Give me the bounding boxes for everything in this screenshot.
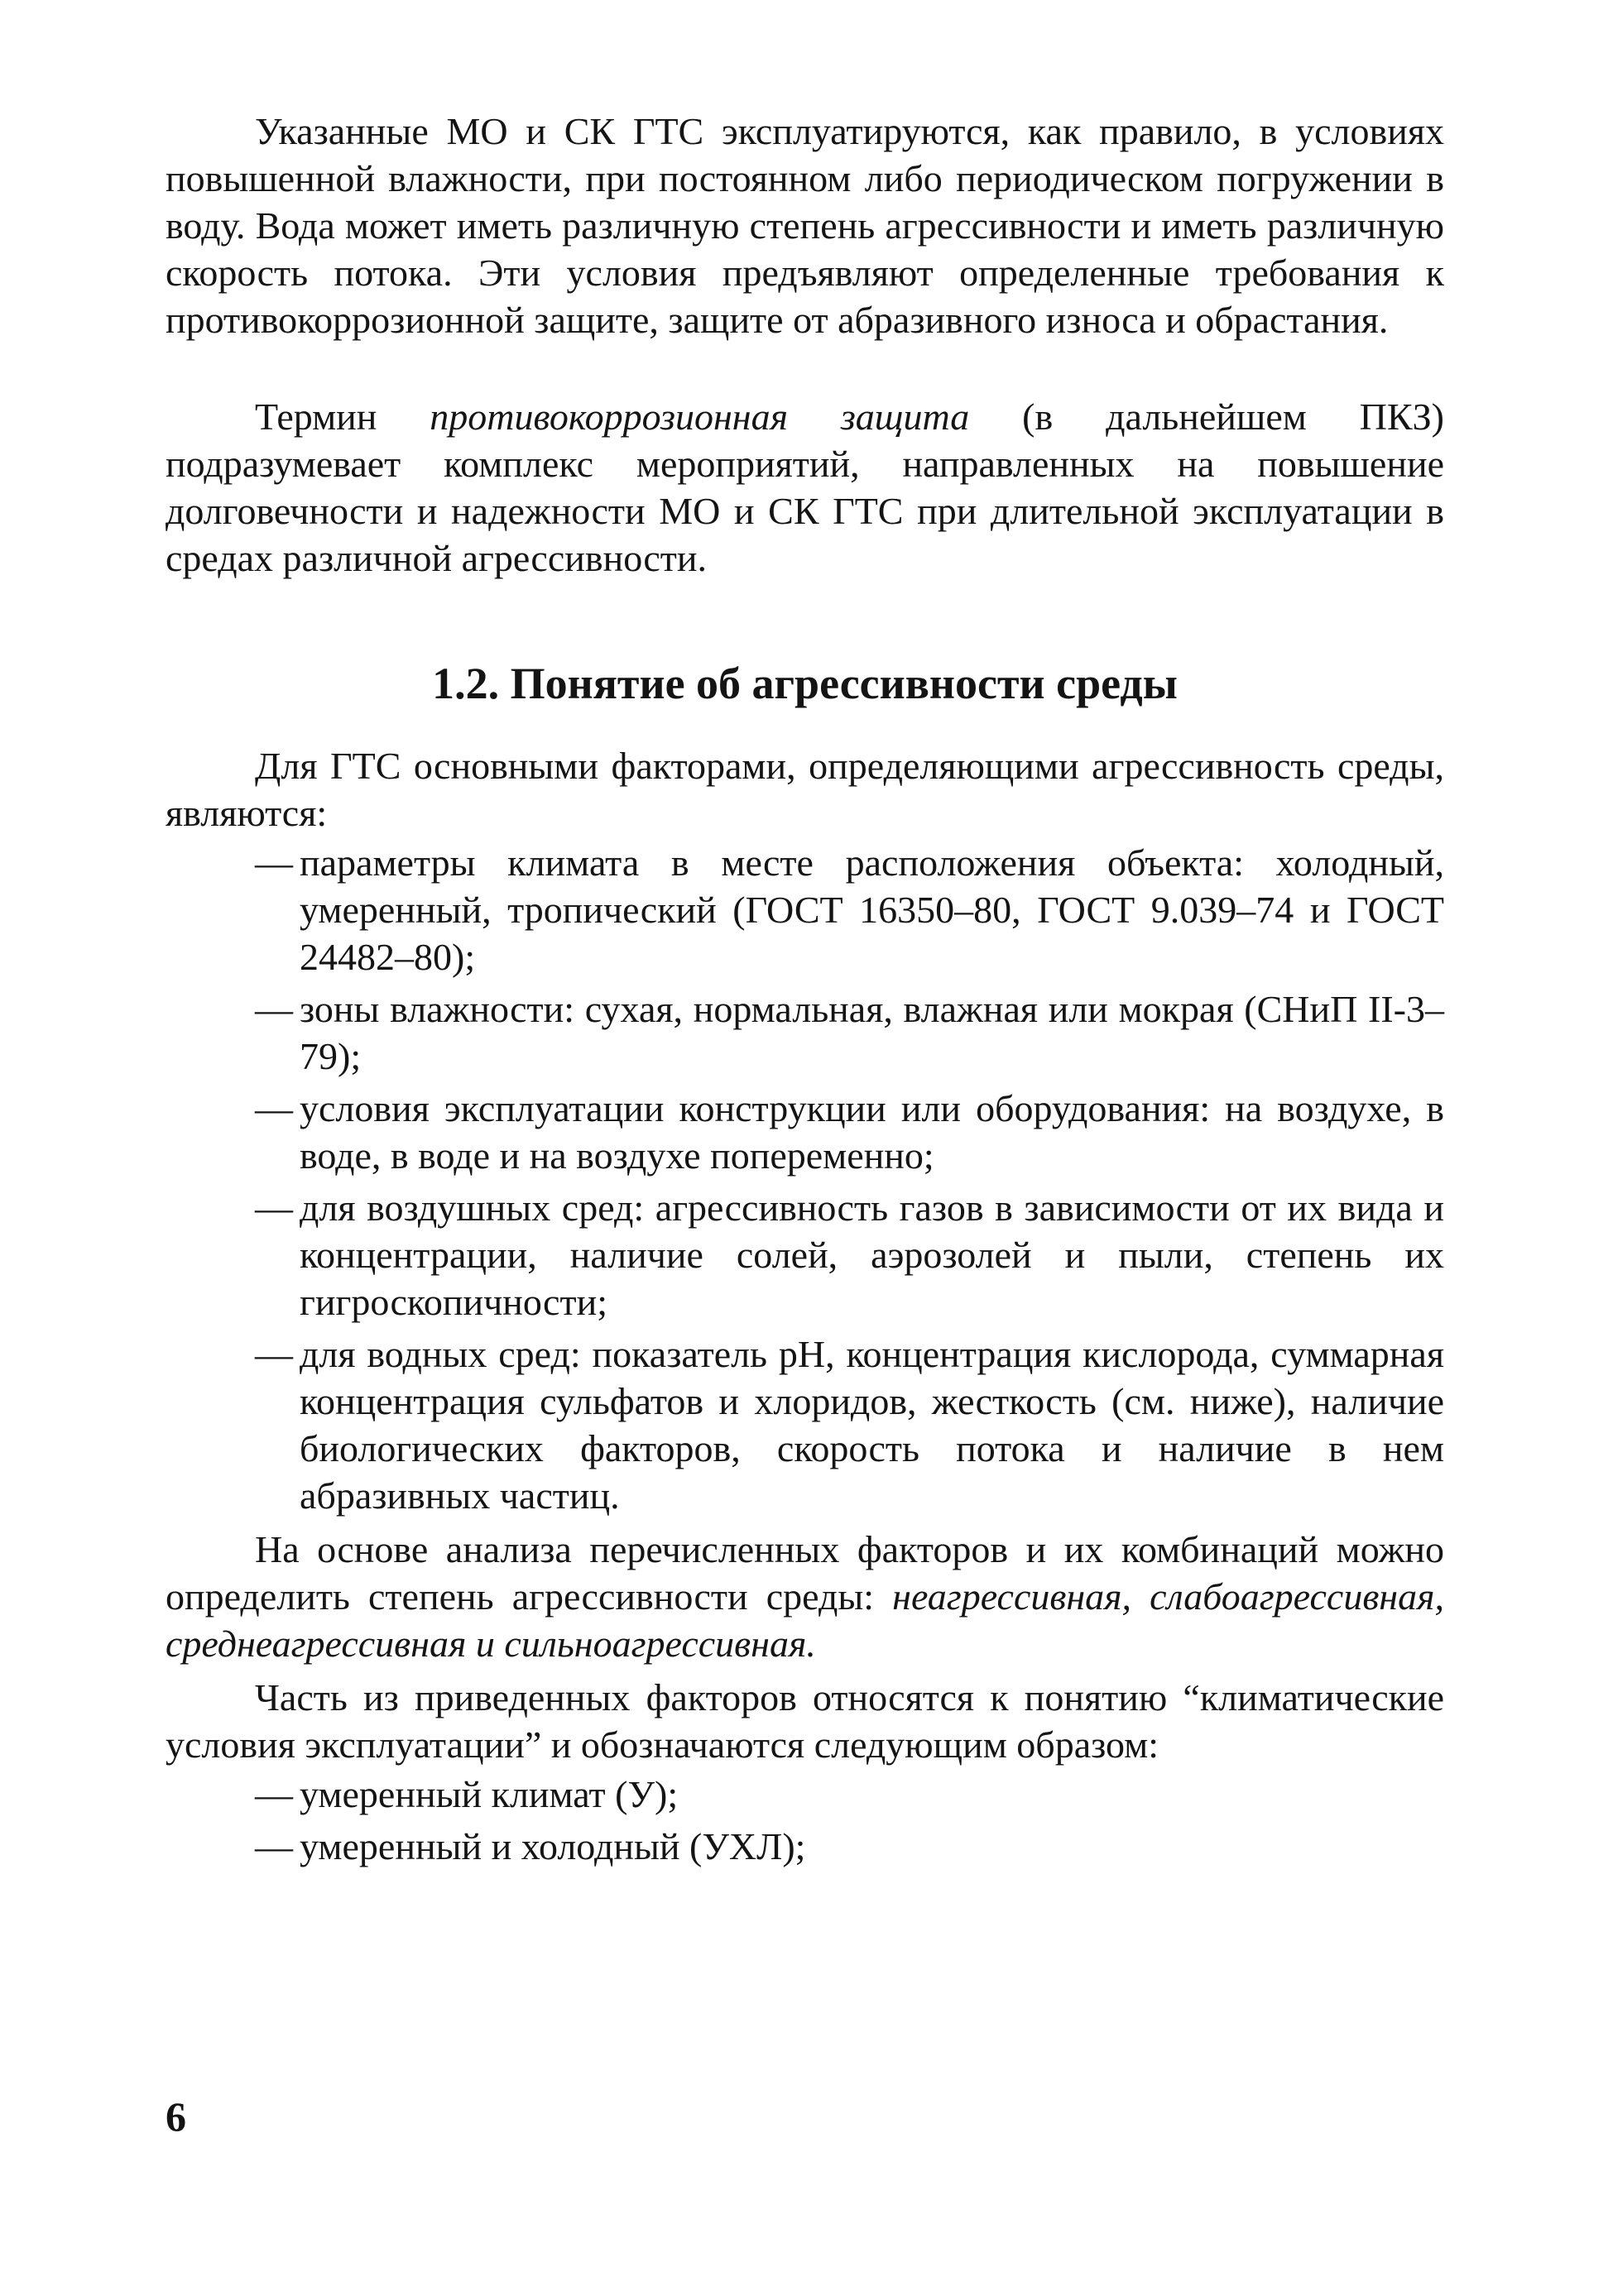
- intro-paragraph-1: Указанные МО и СК ГТС эксплуатируются, как правило, в условиях повышенной влажности, при постоянном либо периодическом погружении в воду. Вода может иметь различную степень агрессивности и иметь различную скорость потока. Эти условия предъявляют определенные требования к противокоррозионной защите, защите от абразивного износа и обрастания.: [166, 110, 1444, 341]
- dash-mark: —: [255, 988, 293, 1030]
- list-item: [166, 839, 1444, 980]
- paragraph-2-lead: Термин: [255, 395, 430, 438]
- list-item-text: умеренный климат (У);: [300, 1773, 679, 1815]
- list-item-text: условия эксплуатации конструкции или оборудования: на воздухе, в воде, в воде и на воздухе попеременно;: [300, 1087, 1444, 1177]
- term-italic: противокоррозионная защита: [430, 395, 970, 438]
- section-intro: Для ГТС основными факторами, определяющими агрессивность среды, являются:: [166, 745, 1444, 834]
- paragraph-2-rest: (в дальнейшем ПКЗ) подразумевает комплекс мероприятий, направленных на повышение долговечности и надежности МО и СК ГТС при длительной эксплуатации в средах различной агрессивности.: [166, 395, 1444, 579]
- analysis-paragraph: [166, 1526, 1444, 1667]
- list-item: [166, 1184, 1444, 1325]
- list-item: [166, 1330, 1444, 1519]
- list-item-text: для воздушных сред: агрессивность газов в зависимости от их вида и концентрации, наличие солей, аэрозолей и пыли, степень их гигроскопичности;: [300, 1186, 1444, 1323]
- list-item-text: умеренный и холодный (УХЛ);: [300, 1825, 806, 1867]
- page-number: 6: [166, 2093, 186, 2140]
- list-item-text: зоны влажности: сухая, нормальная, влажная или мокрая (СНиП II-3–79);: [300, 988, 1444, 1077]
- dash-mark: —: [255, 1087, 293, 1129]
- page-content: [166, 108, 1444, 1875]
- dash-mark: —: [255, 1773, 293, 1815]
- section-heading: 1.2. Понятие об агрессивности среды: [432, 659, 1178, 708]
- degrees-italic: неагрессивная, слабоагрессивная, среднеагрессивная и сильноагрессивная.: [166, 1575, 1444, 1665]
- climate-intro: Часть из приведенных факторов относятся к понятию “климатические условия эксплуатации” и обозначаются следующим образом:: [166, 1676, 1444, 1766]
- factors-list: [166, 839, 1444, 1519]
- dash-mark: —: [255, 1333, 293, 1375]
- list-item-text: для водных сред: показатель pH, концентрация кислорода, суммарная концентрация сульфатов и хлоридов, жесткость (см. ниже), наличие биологических факторов, скорость потока и наличие в нем абразивных частиц.: [300, 1333, 1444, 1517]
- list-item: [166, 1823, 1444, 1870]
- list-item: [166, 1085, 1444, 1179]
- dash-mark: —: [255, 1186, 293, 1229]
- dash-mark: —: [255, 1825, 293, 1867]
- list-item: [166, 985, 1444, 1080]
- list-item-text: параметры климата в месте расположения объекта: холодный, умеренный, тропический (ГОСТ 16350–80, ГОСТ 9.039–74 и ГОСТ 24482–80);: [300, 841, 1444, 978]
- climate-list: [166, 1771, 1444, 1870]
- list-item: [166, 1771, 1444, 1818]
- analysis-lead: На основе анализа перечисленных факторов и их комбинаций можно определить степень агрессивности среды:: [166, 1528, 1444, 1618]
- intro-paragraph-2: [166, 393, 1444, 582]
- dash-mark: —: [255, 841, 293, 884]
